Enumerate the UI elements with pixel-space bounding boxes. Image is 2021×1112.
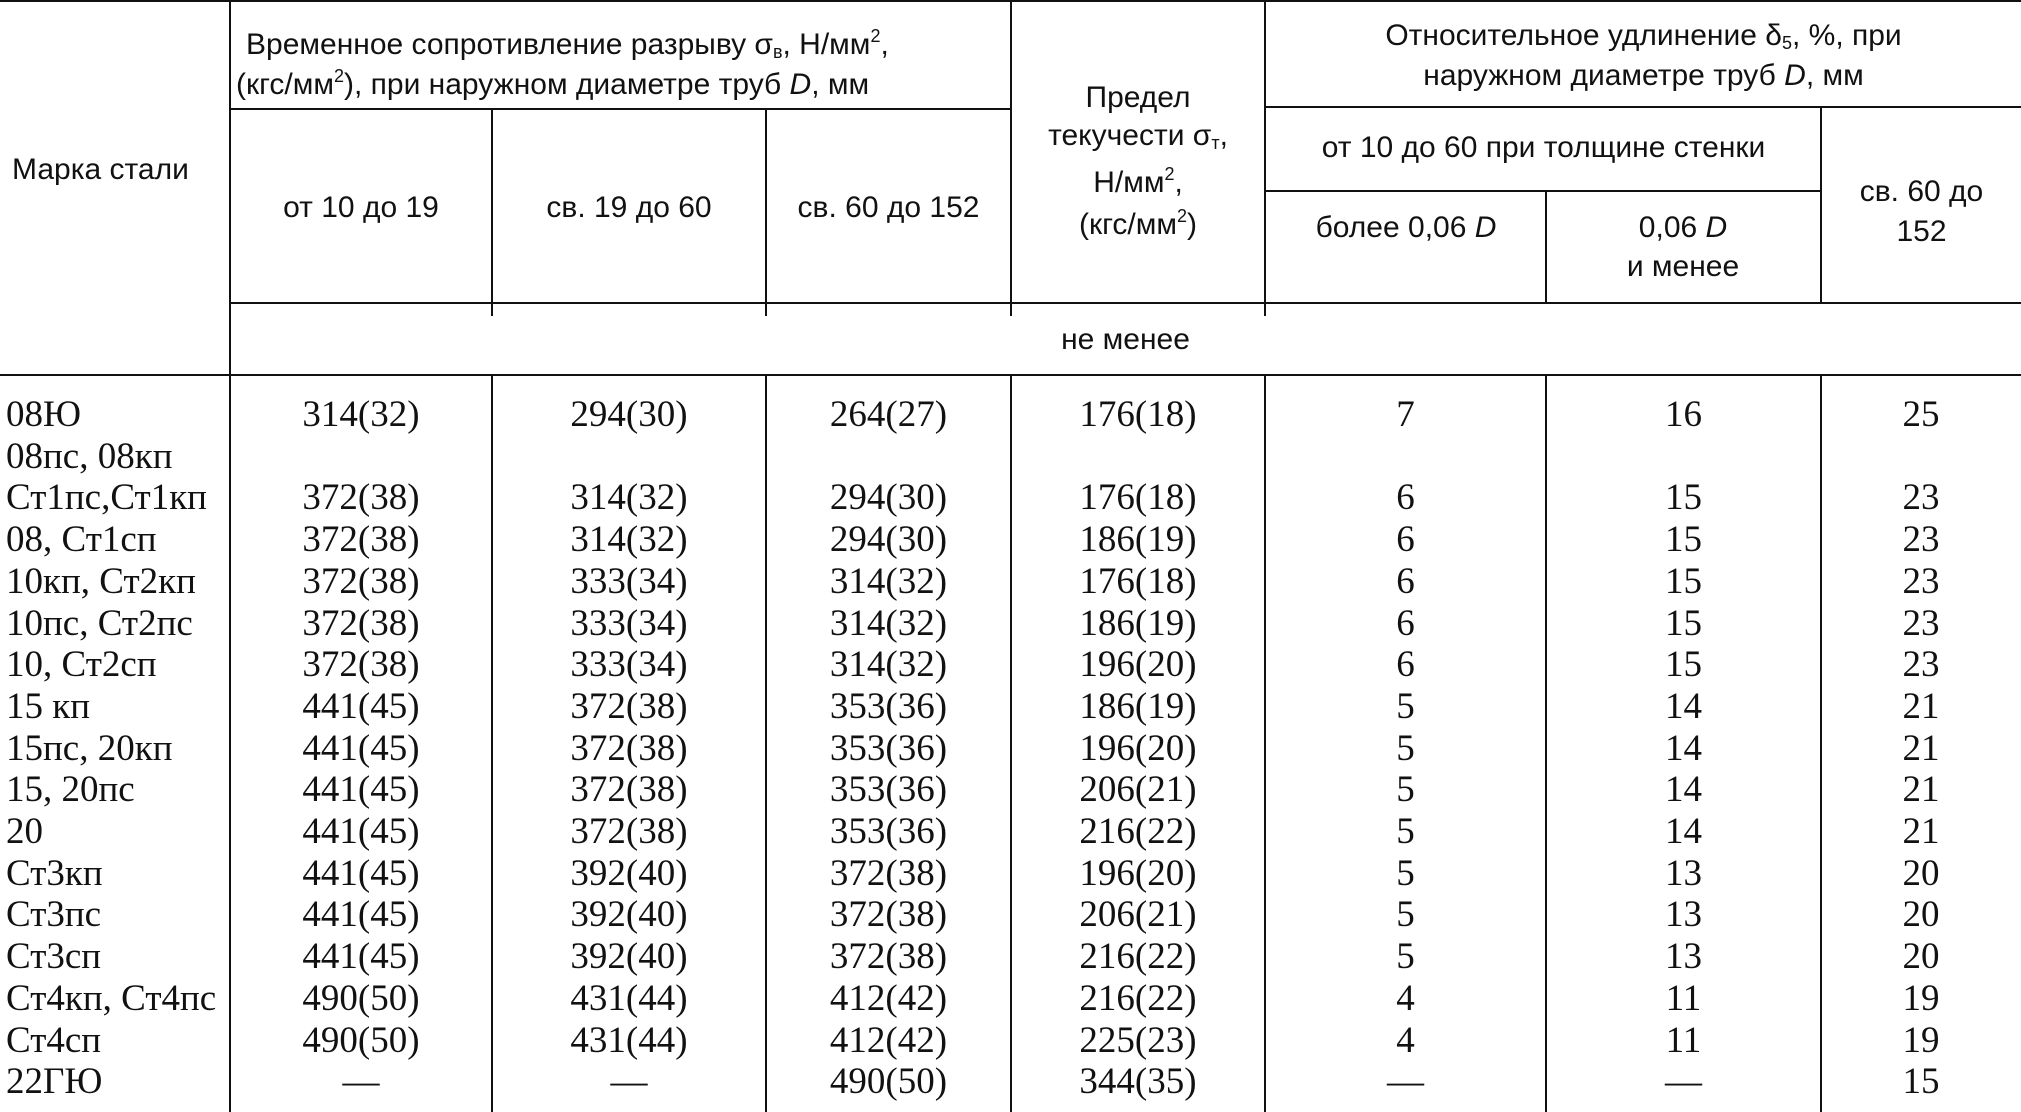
header-tensile-col3: св. 60 до 152 [797,191,980,224]
value-cell: 372(38) [302,561,420,602]
value-cell: 23 [1902,561,1940,602]
value-cell: 19 [1902,1020,1940,1061]
value-cell: 294(30) [829,519,948,560]
value-cell: 353(36) [829,686,948,727]
value-cell: 5 [1396,853,1415,894]
value-cell: 186(19) [1079,603,1197,644]
steel-grade-cell: 08, Ст1сп [6,519,157,560]
header-tensile-col2: св. 19 до 60 [546,191,712,224]
header-yield-line1: Предел [1085,81,1191,114]
value-cell: 441(45) [302,686,420,727]
value-cell: 216(22) [1079,978,1197,1019]
value-cell: 15 [1665,519,1702,560]
value-cell: 5 [1396,936,1415,977]
value-cell: 186(19) [1079,686,1197,727]
value-cell: 23 [1902,603,1940,644]
steel-grade-cell: 10пс, Ст2пс [6,603,193,644]
header-not-less: не менее [1061,323,1190,356]
rule-elongation-group [1265,106,2021,108]
value-cell: 372(38) [302,477,420,518]
value-cell: 19 [1902,978,1940,1019]
value-cell: 15 [1665,477,1702,518]
header-elong-col3-line1: св. 60 до [1859,175,1984,208]
value-cell: 314(32) [829,561,948,602]
value-cell: 13 [1665,936,1702,977]
value-cell: 392(40) [570,936,688,977]
value-cell: 412(42) [829,1020,948,1061]
value-cell: 294(30) [570,394,688,435]
value-cell: 333(34) [570,561,688,602]
value-cell: 5 [1396,811,1415,852]
value-cell: 333(34) [570,644,688,685]
value-cell: 314(32) [829,603,948,644]
value-cell: 372(38) [829,894,948,935]
value-cell: 186(19) [1079,519,1197,560]
value-cell: 353(36) [829,811,948,852]
steel-grade-cell: 15, 20пс [6,769,135,810]
value-cell: 353(36) [829,728,948,769]
value-cell: 14 [1665,811,1702,852]
value-cell: 206(21) [1079,894,1197,935]
rule-tensile-group [230,108,1011,110]
value-cell: 216(22) [1079,936,1197,977]
steel-grade-cell: Ст1пс,Ст1кп [6,477,207,518]
header-steel-grade: Марка стали [12,153,189,186]
value-cell: 23 [1902,477,1940,518]
value-cell: 372(38) [829,853,948,894]
header-elong-sub2-line1: 0,06 D [1638,211,1728,244]
value-cell: — [342,1061,380,1102]
value-cell: 15 [1902,1061,1940,1102]
value-cell: 21 [1902,686,1940,727]
steel-grade-cell: 15пс, 20кп [6,728,173,769]
value-cell: — [610,1061,648,1102]
value-cell: 15 [1665,561,1702,602]
value-cell: 431(44) [570,978,688,1019]
value-cell: 196(20) [1079,644,1197,685]
value-cell: 392(40) [570,894,688,935]
header-elongation-line1: Относительное удлинение $\delta_5$, %, при [1385,19,1902,53]
value-cell: 441(45) [302,769,420,810]
rule-header-columns [230,302,2021,304]
value-cell: 372(38) [570,686,688,727]
value-cell: 196(20) [1079,853,1197,894]
value-cell: 441(45) [302,811,420,852]
value-cell: 490(50) [829,1061,948,1102]
header-yield-line3: $Н/мм^2$, [1093,164,1183,199]
value-cell: 314(32) [302,394,420,435]
value-cell: 314(32) [570,477,688,518]
value-cell: 176(18) [1079,477,1197,518]
steel-grade-cell: 22ГЮ [6,1061,103,1102]
value-cell: 13 [1665,894,1702,935]
value-cell: 314(32) [570,519,688,560]
value-cell: 431(44) [570,1020,688,1061]
rule-wall-thickness-group [1265,190,1821,192]
value-cell: 20 [1902,894,1940,935]
value-cell: 392(40) [570,853,688,894]
header-tensile-line1: Временное сопротивление разрыву $\sigma_в$, $Н/мм^2$, [246,26,889,62]
header-yield-line4: $(кгс/мм^2)$ [1079,206,1197,241]
value-cell: 4 [1396,978,1415,1019]
steel-grade-cell: 08Ю [6,394,82,435]
value-cell: 441(45) [302,853,420,894]
value-cell: 23 [1902,519,1940,560]
steel-grade-cell: Ст4сп [6,1020,102,1061]
value-cell: 6 [1396,519,1415,560]
value-cell: 23 [1902,644,1940,685]
value-cell: 372(38) [570,811,688,852]
value-cell: 20 [1902,853,1940,894]
steel-grade-cell: Ст4кп, Ст4пс [6,978,217,1019]
value-cell: 7 [1396,394,1415,435]
steel-grade-cell: 08пс, 08кп [6,436,173,477]
value-cell: 14 [1665,769,1702,810]
value-cell: 372(38) [302,519,420,560]
value-cell: 11 [1665,978,1702,1019]
value-cell: 16 [1665,394,1702,435]
value-cell: 441(45) [302,894,420,935]
value-cell: 15 [1665,644,1702,685]
value-cell: — [1387,1061,1424,1102]
value-cell: 264(27) [829,394,948,435]
value-cell: 490(50) [302,1020,420,1061]
steel-grade-cell: Ст3кп [6,853,103,894]
value-cell: 21 [1902,811,1940,852]
value-cell: 176(18) [1079,561,1197,602]
value-cell: 20 [1902,936,1940,977]
header-tensile-col1: от 10 до 19 [283,191,439,224]
value-cell: 6 [1396,603,1415,644]
value-cell: 6 [1396,477,1415,518]
header-tensile-line2: $(кгс/мм^2)$, при наружном диаметре труб D, мм [236,66,870,101]
value-cell: 206(21) [1079,769,1197,810]
value-cell: 13 [1665,853,1702,894]
value-cell: 5 [1396,686,1415,727]
value-cell: 372(38) [302,644,420,685]
value-cell: 14 [1665,686,1702,727]
value-cell: 372(38) [829,936,948,977]
steel-grade-cell: 15 кп [6,686,91,727]
value-cell: 5 [1396,894,1415,935]
steel-grade-cell: 20 [6,811,43,852]
steel-grade-cell: 10, Ст2сп [6,644,157,685]
value-cell: 314(32) [829,644,948,685]
value-cell: 5 [1396,728,1415,769]
value-cell: 225(23) [1079,1020,1197,1061]
value-cell: 441(45) [302,728,420,769]
value-cell: 6 [1396,644,1415,685]
value-cell: 490(50) [302,978,420,1019]
header-wall-thickness-group: от 10 до 60 при толщине стенки [1321,131,1766,164]
header-elong-col3-line2: 152 [1896,215,1947,248]
value-cell: 15 [1665,603,1702,644]
value-cell: 294(30) [829,477,948,518]
value-cell: 21 [1902,728,1940,769]
value-cell: 21 [1902,769,1940,810]
header-elong-sub1: более 0,06 D [1315,211,1497,244]
header-elong-sub2-line2: и менее [1626,250,1740,283]
value-cell: 372(38) [302,603,420,644]
value-cell: 5 [1396,769,1415,810]
value-cell: 196(20) [1079,728,1197,769]
value-cell: 441(45) [302,936,420,977]
steel-grade-cell: Ст3пс [6,894,102,935]
value-cell: 216(22) [1079,811,1197,852]
steel-grade-cell: 10кп, Ст2кп [6,561,196,602]
value-cell: 6 [1396,561,1415,602]
value-cell: — [1665,1061,1702,1102]
steel-grade-cell: Ст3сп [6,936,102,977]
value-cell: 344(35) [1079,1061,1197,1102]
value-cell: 333(34) [570,603,688,644]
value-cell: 176(18) [1079,394,1197,435]
value-cell: 4 [1396,1020,1415,1061]
header-yield-line2: текучести $\sigma_т$, [1048,119,1228,153]
value-cell: 14 [1665,728,1702,769]
value-cell: 353(36) [829,769,948,810]
value-cell: 372(38) [570,728,688,769]
value-cell: 412(42) [829,978,948,1019]
value-cell: 11 [1665,1020,1702,1061]
value-cell: 372(38) [570,769,688,810]
value-cell: 25 [1902,394,1940,435]
header-elongation-line2: наружном диаметре труб D, мм [1423,59,1864,92]
